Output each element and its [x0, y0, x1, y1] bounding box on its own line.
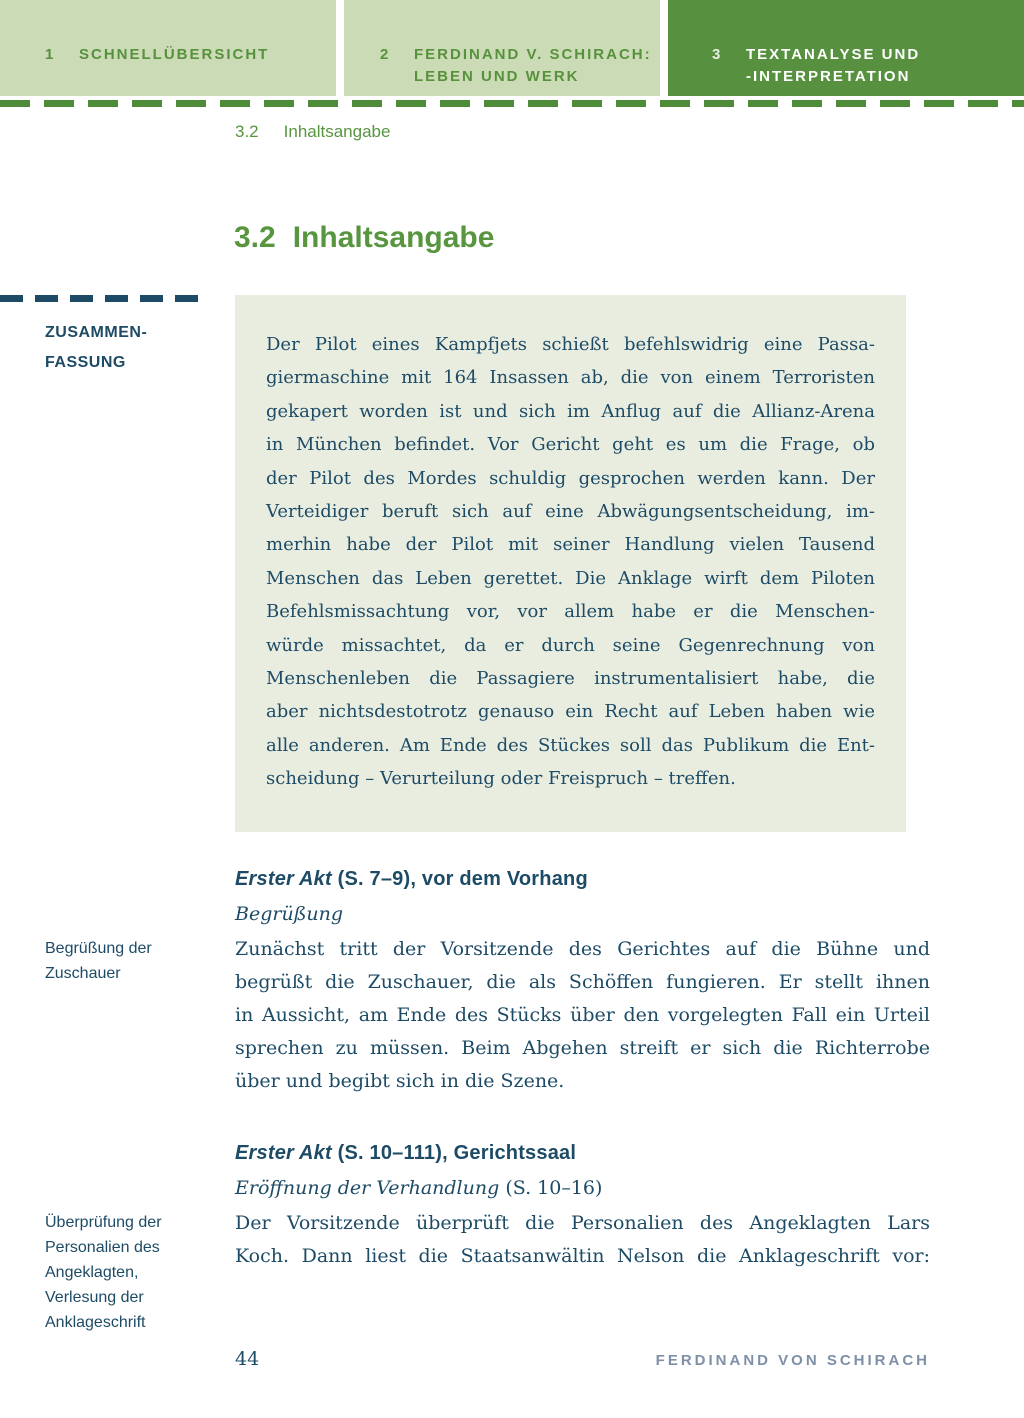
breadcrumb: [235, 122, 1024, 142]
breadcrumb-number: 3.2: [235, 122, 259, 141]
chapter-tab-bar: [0, 0, 1024, 96]
margin-note: Begrüßung der Zuschauer: [45, 939, 152, 982]
section-heading: Erster Akt (S. 7–9), vor dem Vorhang: [235, 867, 588, 890]
summary-margin-column: [0, 295, 235, 378]
breadcrumb-label: Inhaltsangabe: [283, 122, 391, 141]
section-erster-akt-gerichtssaal: [0, 1138, 1024, 1331]
summary-box: [235, 295, 906, 832]
section-erster-akt-vorhang: [0, 864, 1024, 1098]
summary-text: Der Pilot eines Kampfjets schießt befehlswidrig eine Passa- giermaschine mit 164 Insassen ab, die von einem Terroristen gekapert worden ist und sich im Anflug auf die Allianz-Arena in München befindet. Vor Gericht geht es um die Frage, ob der Pilot des Mordes schuldig gesprochen werden kann. Der Verteidiger beruft sich auf eine Abwägungsentscheidung, im- merhin habe der Pilot mit seiner Handlung vielen Tausend Menschen das Leben gerettet. Die Anklage wirft dem Piloten Befehlsmissachtung vor, vor allem habe er die Menschen- würde missachtet, da er durch seine Gegenrechnung von Menschenleben die Passagiere instrumentalisiert habe, die aber nichtsdestotrotz genauso ein Recht auf Leben haben wie alle anderen. Am Ende des Stückes soll das Publikum die Ent- scheidung – Verurteilung oder Freispruch – treffen.: [266, 334, 875, 790]
section-content: [235, 864, 930, 1098]
page-title: [234, 221, 1024, 255]
margin-label-zusammenfassung: ZUSAMMEN- FASSUNG: [45, 324, 148, 371]
section-subheading: Eröffnung der Verhandlung (S. 10–16): [235, 1176, 603, 1199]
running-title: FERDINAND VON SCHIRACH: [655, 1352, 930, 1369]
section-heading: Erster Akt (S. 10–111), Gerichtssaal: [235, 1141, 577, 1164]
margin-note: Überprüfung der Personalien des Angeklagten, Verlesung der Anklageschrift: [45, 1213, 162, 1331]
section-content: [235, 1138, 930, 1273]
tab-number: 2: [380, 46, 391, 63]
summary-row: [0, 295, 1024, 832]
section-body: Der Vorsitzende überprüft die Personalien des Angeklagten Lars Koch. Dann liest die Staatsanwältin Nelson die Anklageschrift vor:: [235, 1211, 930, 1267]
page-footer: [235, 1348, 930, 1370]
page-title-label: Inhaltsangabe: [292, 221, 495, 254]
section-subheading: Begrüßung: [235, 902, 344, 925]
tab-leben-und-werk[interactable]: [344, 0, 660, 96]
section-body: Zunächst tritt der Vorsitzende des Gerichtes auf die Bühne und begrüßt die Zuschauer, die als Schöffen fungieren. Er stellt ihnen in Aussicht, am Ende des Stücks über den vorgelegten Fall ein Urteil sprechen zu müssen. Beim Abgehen streift er sich die Richterrobe über und begibt sich in die Szene.: [235, 937, 930, 1092]
tab-number: 3: [712, 46, 723, 63]
margin-dashed-rule: [0, 295, 205, 302]
page-number: 44: [235, 1348, 260, 1370]
tab-label: FERDINAND V. SCHIRACH: LEBEN UND WERK: [414, 46, 652, 85]
page-title-number: 3.2: [234, 221, 276, 254]
tab-number: 1: [45, 46, 56, 63]
tab-label: TEXTANALYSE UND -INTERPRETATION: [746, 46, 921, 85]
tab-label: SCHNELLÜBERSICHT: [79, 46, 270, 63]
tab-textanalyse-active[interactable]: [668, 0, 1024, 96]
header-dashed-rule: [0, 100, 1024, 107]
tab-schnelluebersicht[interactable]: [0, 0, 336, 96]
